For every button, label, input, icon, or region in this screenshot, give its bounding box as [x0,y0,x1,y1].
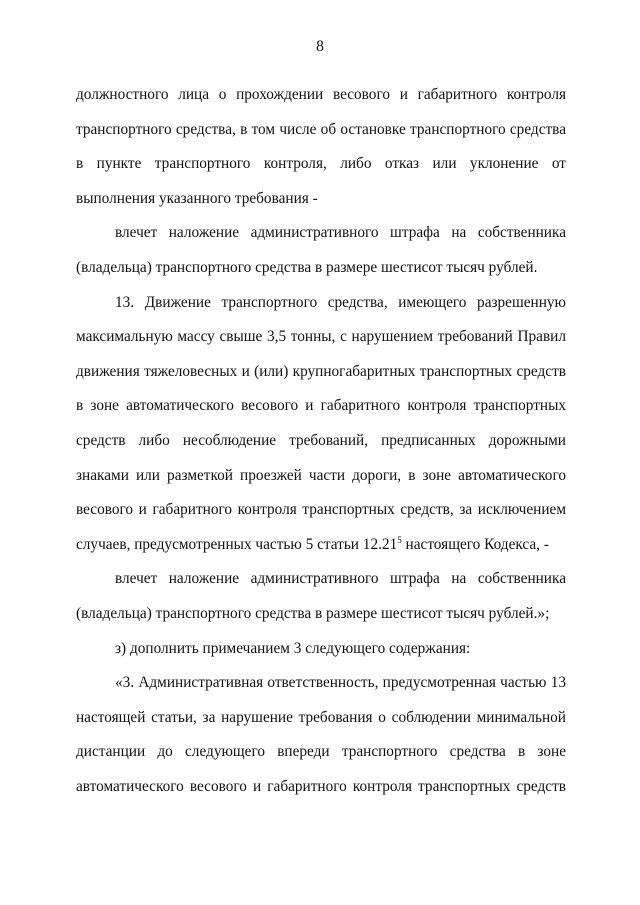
text-line: весового и габаритного контроля транспортных средств, за исключением [76,501,566,519]
document-body [76,78,566,804]
paragraph-note-3 [76,666,566,804]
text-line: влечет наложение административного штрафа на собственника [115,224,566,242]
text-line [76,528,566,563]
text-line: з) дополнить примечанием 3 следующего содержания: [115,639,471,657]
text-line: знаками или разметкой проезжей части дороги, в зоне автоматического [76,466,566,484]
paragraph-continuation [76,78,566,216]
text-line: движения тяжеловесных и (или) крупногабаритных транспортных средств [76,362,566,380]
text-line: транспортного средства, в том числе об остановке транспортного средства [76,120,566,138]
text-line: в пункте транспортного контроля, либо отказ или уклонение от [76,155,566,173]
text-line: максимальную массу свыше 3,5 тонны, с нарушением требований Правил [76,328,566,346]
text-line: выполнения указанного требования - [76,189,318,207]
paragraph-amendment [76,632,566,667]
paragraph-penalty [76,562,566,631]
page-number: 8 [316,38,324,55]
paragraph-part-13 [76,286,566,563]
text-fragment: настоящего Кодекса, - [401,535,549,553]
text-line: (владельца) транспортного средства в размере шестисот тысяч рублей.»; [76,604,550,622]
paragraph-penalty [76,216,566,285]
text-line: автоматического весового и габаритного контроля транспортных средств [76,777,566,795]
text-line: в зоне автоматического весового и габаритного контроля транспортных [76,397,566,415]
text-line: дистанции до следующего впереди транспортного средства в зоне [76,743,566,761]
text-line: настоящей статьи, за нарушение требования о соблюдении минимальной [76,708,566,726]
text-line: 13. Движение транспортного средства, имеющего разрешенную [115,293,566,311]
superscript: 5 [397,534,402,545]
text-line: «3. Административная ответственность, предусмотренная частью 13 [115,674,566,692]
text-fragment: случаев, предусмотренных частью 5 статьи 12.21 [76,535,398,553]
text-line: (владельца) транспортного средства в размере шестисот тысяч рублей. [76,258,538,276]
text-line: влечет наложение административного штрафа на собственника [115,570,566,588]
text-line: средств либо несоблюдение требований, предписанных дорожными [76,431,566,449]
text-line: должностного лица о прохождении весового и габаритного контроля [76,86,566,103]
